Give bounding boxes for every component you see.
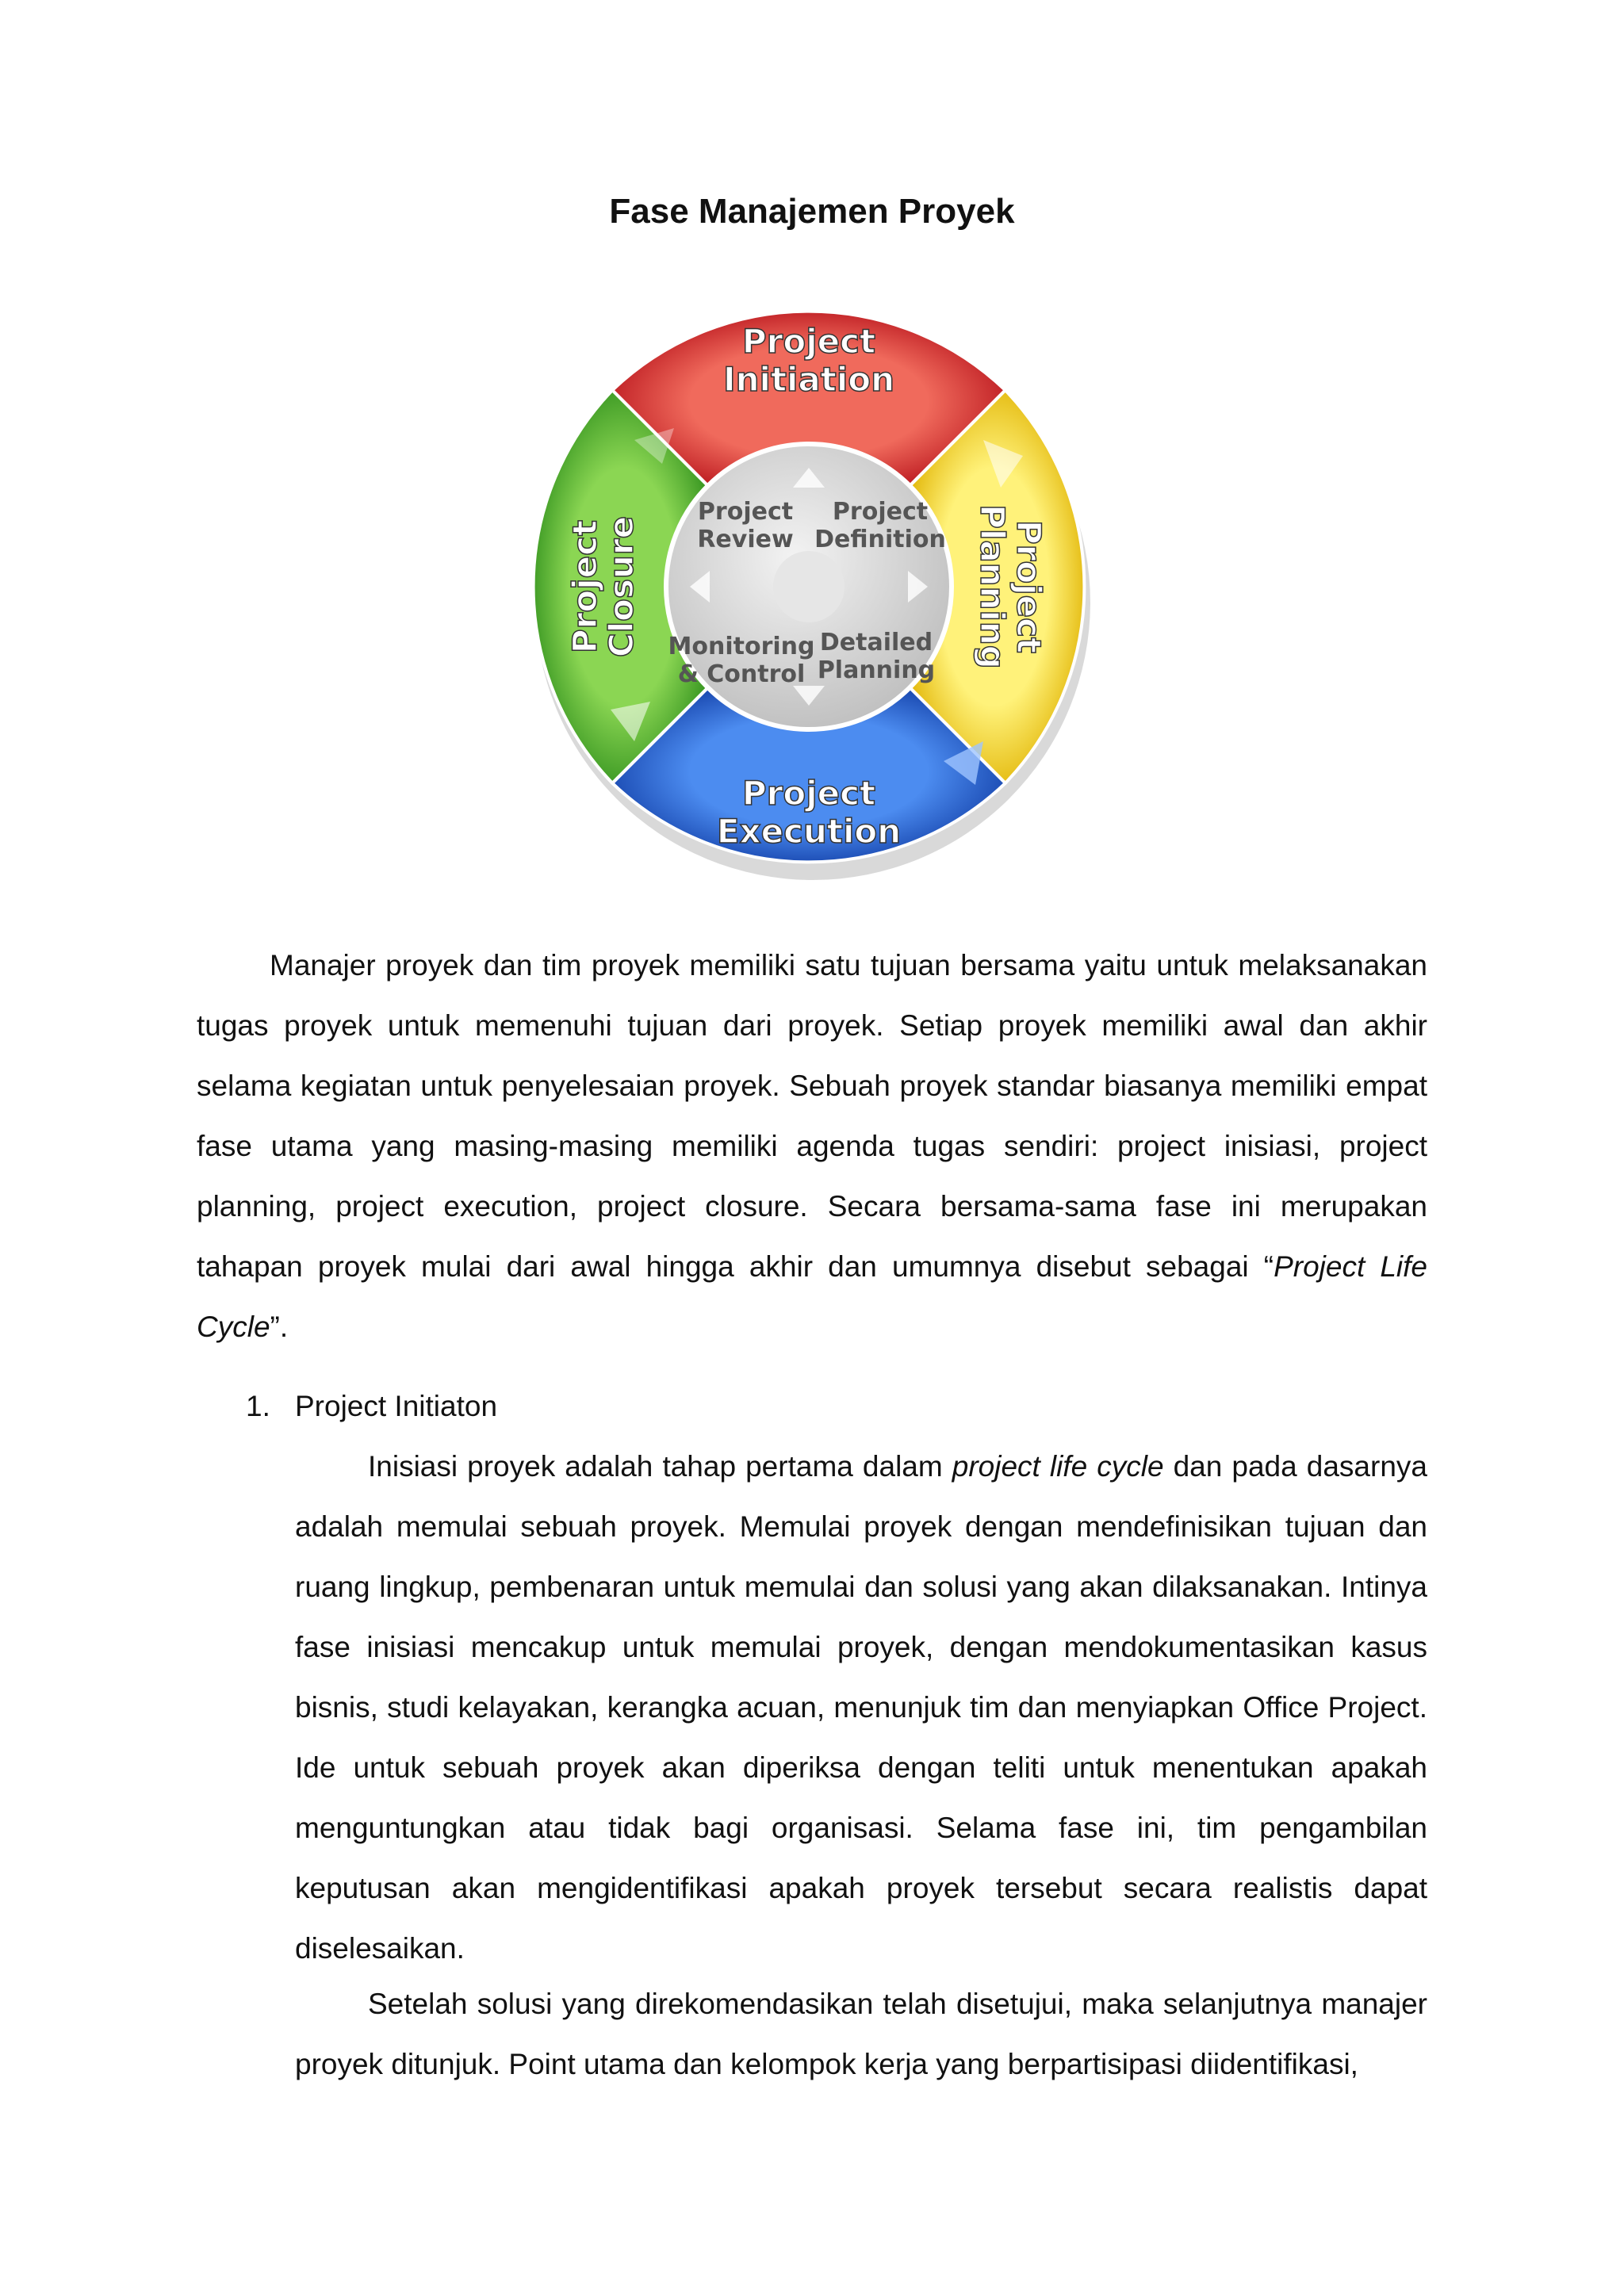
inner-label-review: Project (697, 498, 794, 526)
svg-text:Review: Review (697, 526, 794, 553)
segment-label-closure: Project (565, 519, 604, 654)
segment-label-initiation: Project (741, 322, 876, 361)
inner-label-definition: Project (832, 498, 929, 526)
initiation-paragraph: Inisiasi proyek adalah tahap pertama dalam project life cycle dan pada dasarnya adalah memulai sebuah proyek. Memulai proyek dengan mendefinisikan tujuan dan ruang lingkup, pembenaran untuk memulai dan solusi yang akan dilaksanakan. Intinya fase inisiasi mencakup untuk memulai proyek, dengan mendokumentasikan kasus bisnis, studi kelayakan, kerangka acuan, menunjuk tim dan menyiapkan Office Project. Ide untuk sebuah proyek akan diperiksa dengan teliti untuk menentukan apakah menguntungkan atau tidak bagi organisasi. Selama fase ini, tim pengambilan keputusan akan mengidentifikasi apakah proyek tersebut secara realistis dapat diselesaikan. (295, 1450, 1427, 1965)
svg-text:& Control: & Control (677, 660, 806, 688)
project-lifecycle-diagram (515, 297, 1102, 884)
followup-paragraph: Setelah solusi yang direkomendasikan telah disetujui, maka selanjutnya manajer proyek ditunjuk. Point utama dan kelompok kerja yang berpartisipasi diidentifikasi, (295, 1988, 1427, 2080)
page-title: Fase Manajemen Proyek (609, 192, 1015, 231)
segment-label-execution: Project (741, 774, 876, 813)
svg-text:Planning: Planning (817, 656, 936, 684)
svg-text:Initiation: Initiation (723, 360, 894, 399)
svg-text:Execution: Execution (716, 812, 902, 851)
inner-label-detailed: Detailed (819, 629, 933, 656)
inner-label-monitoring: Monitoring (668, 633, 815, 660)
list-item-number: 1. (246, 1390, 270, 1422)
segment-label-planning: Project (1009, 519, 1048, 654)
list-item-heading: Project Initiaton (295, 1390, 498, 1422)
svg-text:Closure: Closure (602, 515, 641, 658)
intro-paragraph: Manajer proyek dan tim proyek memiliki satu tujuan bersama yaitu untuk melaksanakan tugas proyek untuk memenuhi tujuan dari proyek. Setiap proyek memiliki awal dan akhir selama kegiatan untuk penyelesaian proyek. Sebuah proyek standar biasanya memiliki empat fase utama yang masing-masing memiliki agenda tugas sendiri: project inisiasi, project planning, project execution, project closure. Secara bersama-sama fase ini merupakan tahapan proyek mulai dari awal hingga akhir dan umumnya disebut sebagai “Project Life Cycle”. (197, 949, 1427, 1343)
svg-text:Planning: Planning (973, 504, 1012, 669)
svg-text:Definition: Definition (814, 526, 946, 553)
